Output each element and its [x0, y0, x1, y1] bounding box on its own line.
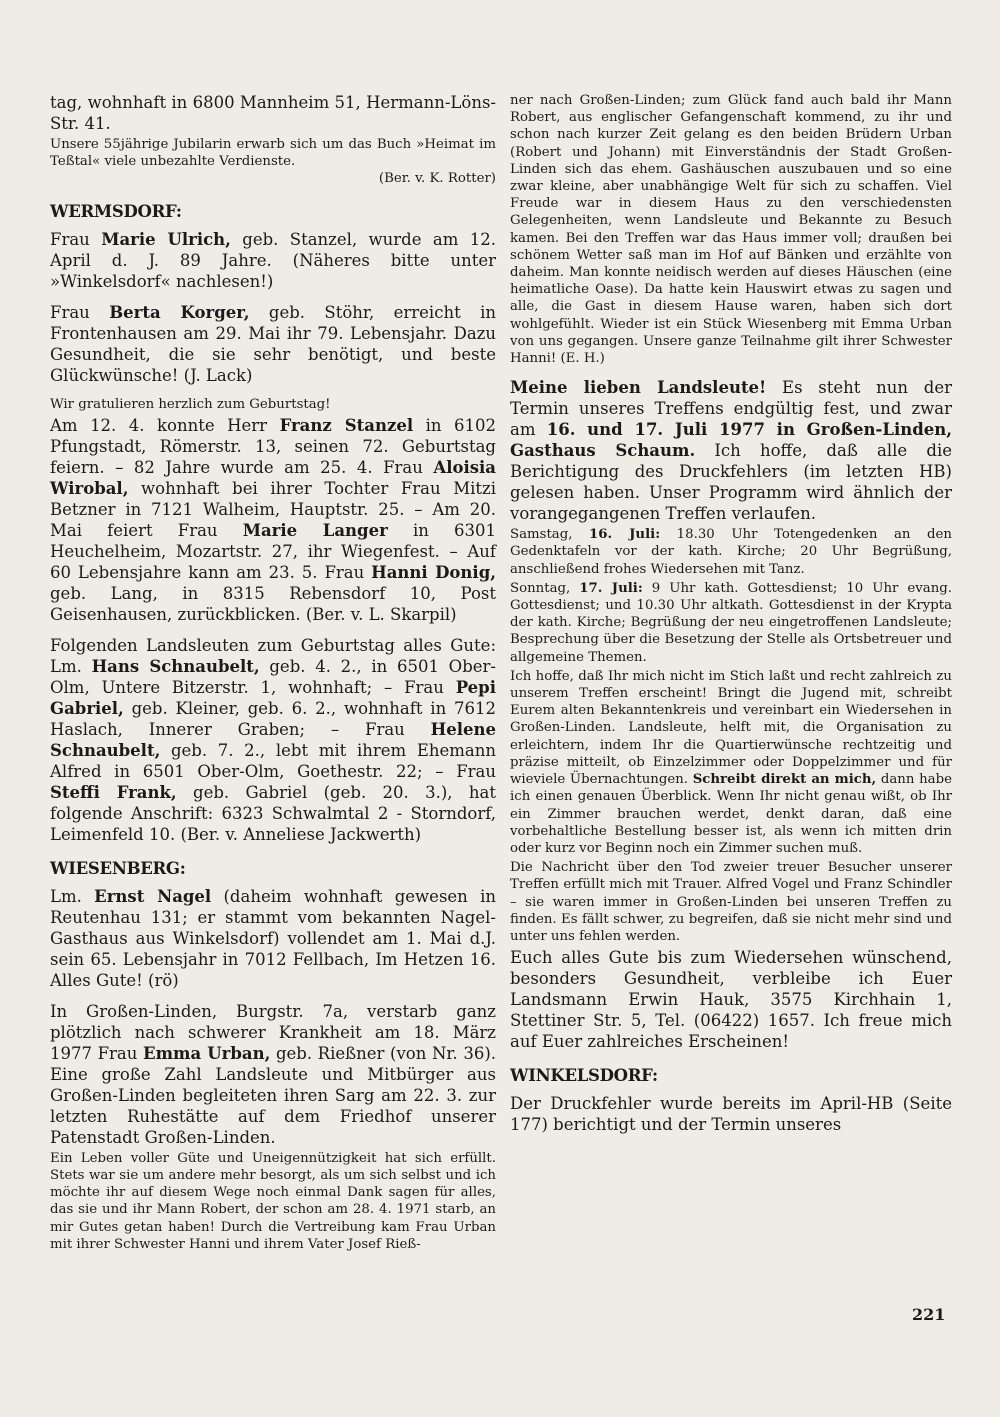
paragraph-marie-ulrich: Frau Marie Ulrich, geb. Stanzel, wurde am 12. April d. J. 89 Jahre. (Näheres bitte unter »Winkelsdorf« nachlesen!) [50, 229, 496, 291]
paragraph-meeting-announcement: Meine lieben Landsleute! Es steht nun der Termin unseres Treffens endgültig fest, und zwar am 16. und 17. Juli 1977 in Großen-Linden, Gasthaus Schaum. Ich hoffe, daß alle die Berichtigung des Druckfehlers (im letzten HB) gelesen haben. Unser Programm wird ähnlich der vorangegangenen Treffen verlaufen. [510, 378, 952, 524]
paragraph-invitation: Ich hoffe, daß Ihr mich nicht im Stich laßt und recht zahlreich zu unserem Treffen erscheint! Bringt die Jugend mit, schreibt Eurem alten Bekanntenkreis und vereinbart ein Wiedersehen in Großen-Linden. Landsleute, helft mit, die Organisation zu erleichtern, indem Ihr die Quartierwünsche rechtzeitig und präzise mitteilt, ob Einzelzimmer oder Doppelzimmer und für wieviele Übernachtungen. Schreibt direkt an mich, dann habe ich einen genauen Überblick. Wenn Ihr nicht genau wißt, ob Ihr ein Zimmer brauchen werdet, denkt daran, daß eine vorbehaltliche Bestellung besser ist, als wenn ich mitten drin oder kurz vor Beginn noch ein Zimmer suchen muß. [510, 668, 952, 856]
paragraph-birthdays-1: Am 12. 4. konnte Herr Franz Stanzel in 6102 Pfungstadt, Römerstr. 13, seinen 72. Geburtstag feiern. – 82 Jahre wurde am 25. 4. Frau Aloisia Wirobal, wohnhaft bei ihrer Tochter Frau Mitzi Betzner in 7121 Walheim, Hauptstr. 25. – Am 20. Mai feiert Frau Marie Langer in 6301 Heuchelheim, Mozartstr. 27, ihr Wiegenfest. – Auf 60 Lebensjahre kann am 23. 5. Frau Hanni Donig, geb. Lang, in 8315 Rebensdorf 10, Post Geisenhausen, zurückblicken. (Ber. v. L. Skarpil) [50, 415, 497, 624]
paragraph-ernst-nagel: Lm. Ernst Nagel (daheim wohnhaft gewesen in Reutenhau 131; er stammt vom bekannten Nagel-Gasthaus aus Winkelsdorf) vollendet am 1. Mai d.J. sein 65. Lebensjahr in 7012 Fellbach, Im Hetzen 16. Alles Gute! (rö) [50, 886, 496, 990]
paragraph-berta-korger: Frau Berta Korger, geb. Stöhr, erreicht in Frontenhausen am 29. Mai ihr 79. Lebensjahr. Dazu Gesundheit, die sie sehr benötigt, und beste Glückwünsche! (J. Lack) [50, 302, 496, 385]
paragraph-saturday-program: Samstag, 16. Juli: 18.30 Uhr Totengedenken an den Gedenktafeln vor der kath. Kirche; 20 Uhr Begrüßung, anschließend frohes Wiedersehen mit Tanz. [510, 527, 952, 577]
page-number: 221 [912, 1305, 946, 1324]
section-heading-wiesenberg: WIESENBERG: [50, 858, 186, 878]
left-column [50, 92, 496, 1259]
paragraph-obituary-continued: ner nach Großen-Linden; zum Glück fand auch bald ihr Mann Robert, aus englischer Gefangenschaft kommend, zu ihr und schon nach kurzer Zeit gelang es den beiden Brüdern Urban (Robert und Johann) mit Einverständnis der Stadt Großen-Linden sich das ehem. Gashäuschen auszubauen und so eine zwar kleine, aber unabhängige Welt für sich zu schaffen. Viel Freude war in diesem Haus zu den verschiedensten Gelegenheiten, wenn Landsleute und Bekannte zu Besuch kamen. Bei den Treffen war das Haus immer voll; draußen bei schönem Wetter saß man im Hof auf Bänken und erzählte von daheim. Man konnte neidisch werden auf dieses Häuschen (eine heimatliche Oase). Da hatte kein Hauswirt etwas zu sagen und alle, die Gast in diesem Hause waren, haben sich dort wohlgefühlt. Wieder ist ein Stück Wiesenberg mit Emma Urban von uns gegangen. Unsere ganze Teilnahme gilt ihrer Schwester Hanni! (E. H.) [510, 93, 952, 367]
report-credit: (Ber. v. K. Rotter) [378, 171, 496, 187]
paragraph-congratulations: Wir gratulieren herzlich zum Geburtstag! [50, 396, 331, 412]
paragraph-obituary: Ein Leben voller Güte und Uneigennützigkeit hat sich erfüllt. Stets war sie um andere mehr besorgt, als um sich selbst und ich möchte ihr auf diesem Wege noch einmal Dank sagen für alles, das sie und ihr Mann Robert, der schon am 28. 4. 1971 starb, an mir Gutes getan haben! Durch die Vertreibung kam Frau Urban mit ihrer Schwester Hanni und ihrem Vater Josef Rieß- [50, 1150, 496, 1252]
paragraph-left-2: Unsere 55jährige Jubilarin erwarb sich um das Buch »Heimat im Teßtal« viele unbezahlte Verdienste. [50, 137, 496, 170]
section-heading-winkelsdorf: WINKELSDORF: [510, 1066, 658, 1086]
paragraph-left-1: tag, wohnhaft in 6800 Mannheim 51, Hermann-Löns-Str. 41. [50, 93, 496, 133]
paragraph-emma-urban: In Großen-Linden, Burgstr. 7a, verstarb ganz plötzlich nach schwerer Krankheit am 18. März 1977 Frau Emma Urban, geb. Rießner (von Nr. 36). Eine große Zahl Landsleute und Mitbürger aus Großen-Linden begleiteten ihren Sarg am 22. 3. zur letzten Ruhestätte auf dem Friedhof unserer Patenstadt Großen-Linden. [50, 1001, 496, 1147]
right-column [510, 92, 952, 1145]
section-heading-wermsdorf: WERMSDORF: [50, 201, 182, 221]
paragraph-winkelsdorf: Der Druckfehler wurde bereits im April-HB (Seite 177) berichtigt und der Termin unseres [510, 1094, 952, 1135]
paragraph-sunday-program: Sonntag, 17. Juli: 9 Uhr kath. Gottesdienst; 10 Uhr evang. Gottesdienst; und 10.30 Uhr altkath. Gottesdienst in der Krypta der kath. Kirche; Begrüßung der neu eingetroffenen Landsleute; Besprechung über die Besetzung der Stelle als Ortsbetreuer und allgemeine Themen. [510, 580, 953, 665]
paragraph-condolence: Die Nachricht über den Tod zweier treuer Besucher unserer Treffen erfüllt mich mit Trauer. Alfred Vogel und Franz Schindler – sie waren immer in Großen-Linden bei unseren Treffen zu finden. Es fällt schwer, zu begreifen, daß sie nicht mehr sind und unter uns fehlen werden. [510, 860, 952, 944]
paragraph-closing-greeting: Euch alles Gute bis zum Wiedersehen wünschend, besonders Gesundheit, verbleibe ich Euer Landsmann Erwin Hauk, 3575 Kirchhain 1, Stettiner Str. 5, Tel. (06422) 1657. Ich freue mich auf Euer zahlreiches Erscheinen! [510, 948, 952, 1052]
paragraph-birthdays-2: Folgenden Landsleuten zum Geburtstag alles Gute: Lm. Hans Schnaubelt, geb. 4. 2., in 6501 Ober-Olm, Untere Bitzerstr. 1, wohnhaft; – Frau Pepi Gabriel, geb. Kleiner, geb. 6. 2., wohnhaft in 7612 Haslach, Innerer Graben; – Frau Helene Schnaubelt, geb. 7. 2., lebt mit ihrem Ehemann Alfred in 6501 Ober-Olm, Goethestr. 22; – Frau Steffi Frank, geb. Gabriel (geb. 20. 3.), hat folgende Anschrift: 6323 Schwalmtal 2 - Storndorf, Leimenfeld 10. (Ber. v. Anneliese Jackwerth) [50, 635, 497, 844]
